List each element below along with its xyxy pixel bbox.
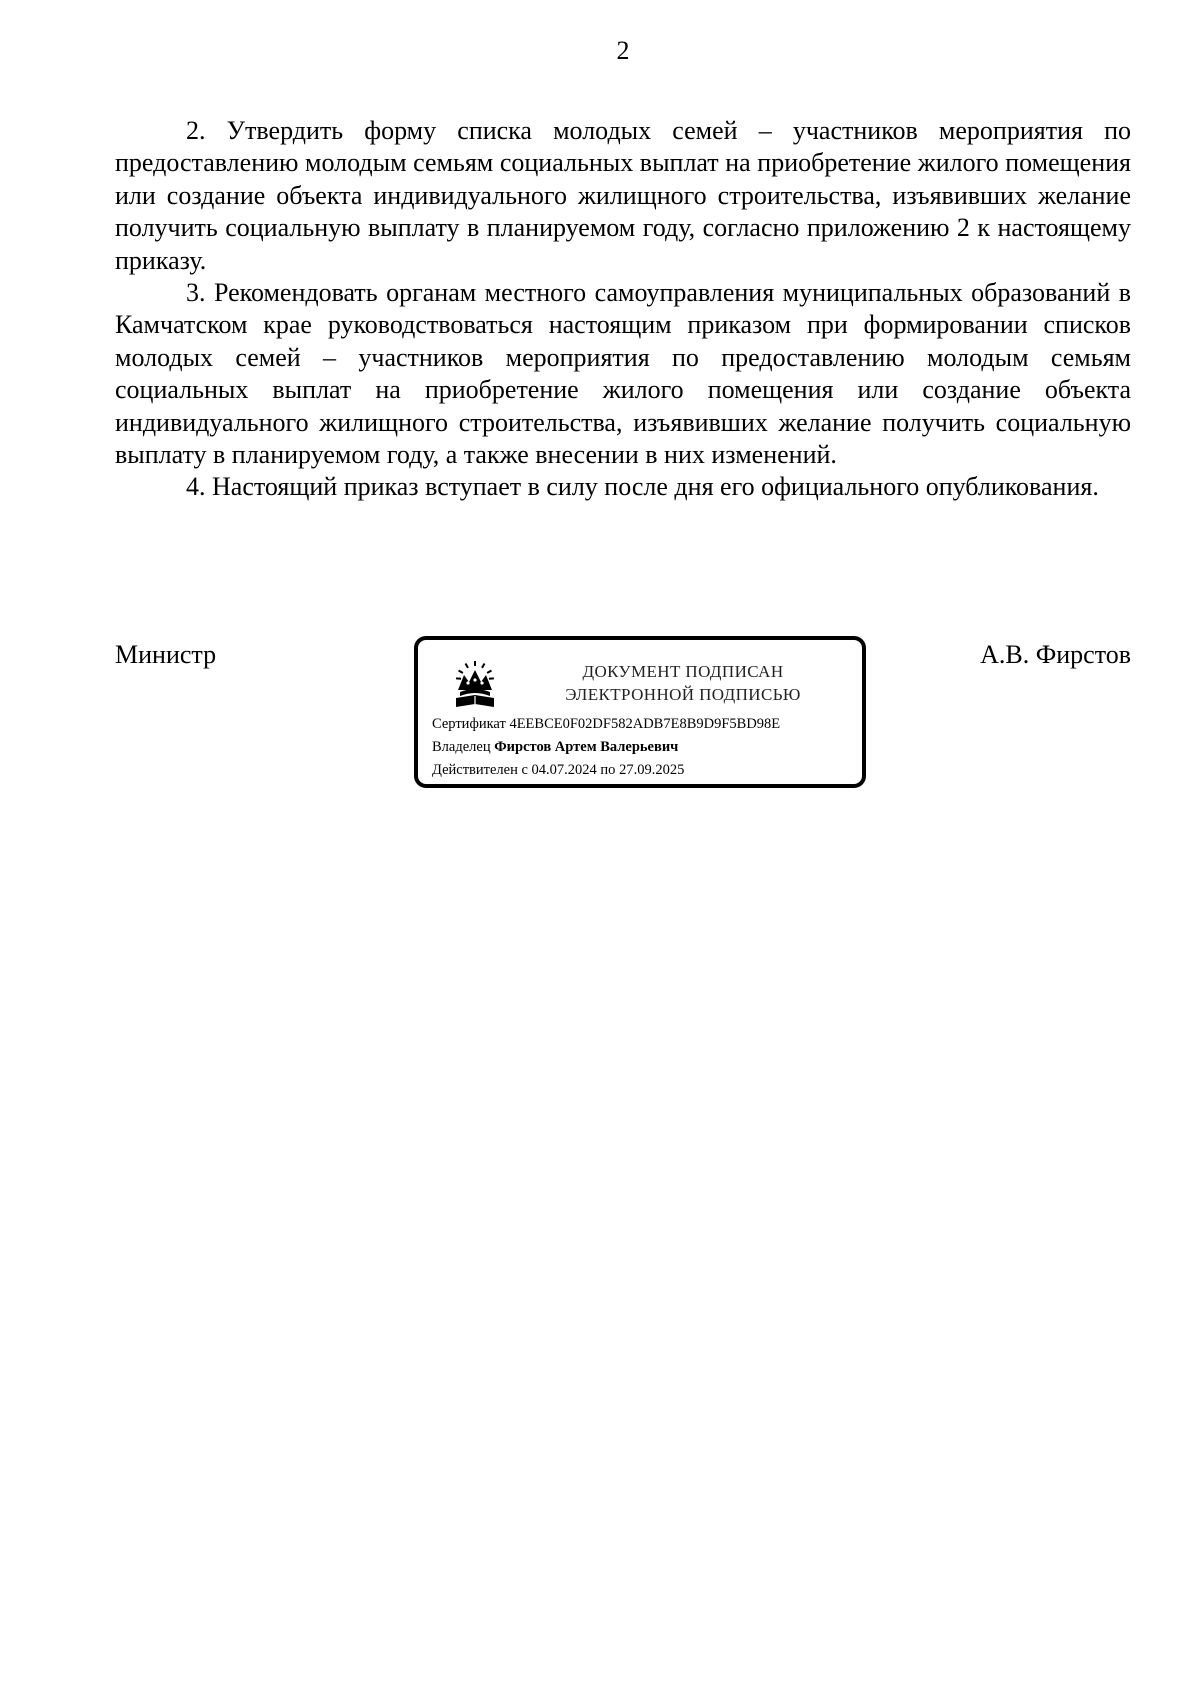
certificate-line [432,715,780,733]
validity-line [432,761,684,779]
paragraph-2: 2. Утвердить форму списка молодых семей – участников мероприятия по предоставлению молодым семьям социальных выплат на приобретение жилого помещения или создание объекта индивидуального жилищного строительства, изъявивших желание получить социальную выплату в планируемом году, согласно приложению 2 к настоящему приказу. [115,116,1131,275]
kamchatka-emblem-icon [450,660,500,710]
document-body [115,115,1131,504]
valid-from-label: Действителен с [432,762,528,778]
valid-from-date: 04.07.2024 [531,762,597,778]
electronic-signature-stamp [414,636,866,788]
signer-name: А.В. Фирстов [980,640,1131,669]
paragraph-4: 4. Настоящий приказ вступает в силу после дня его официального опубликования. [186,472,1099,502]
certificate-value: 4EEBCE0F02DF582ADB7E8B9D9F5BD98E [509,716,781,732]
owner-value: Фирстов Артем Валерьевич [494,739,679,755]
stamp-header-line-2: ЭЛЕКТРОННОЙ ПОДПИСЬЮ [565,685,801,704]
page-number: 2 [616,36,630,65]
certificate-label: Сертификат [432,716,506,732]
owner-line [432,738,678,756]
signer-position: Министр [115,640,217,669]
signature-block [115,640,1131,800]
valid-to-date: 27.09.2025 [619,762,685,778]
paragraph-3: 3. Рекомендовать органам местного самоуправления муниципальных образований в Камчатском крае руководствоваться настоящим приказом при формировании списков молодых семей – участников мероприятия по предоставлению молодым семьям социальных выплат на приобретение жилого помещения или создание объекта индивидуального жилищного строительства, изъявивших желание получить социальную выплату в планируемом году, а также внесении в них изменений. [115,278,1131,470]
stamp-header-line-1: ДОКУМЕНТ ПОДПИСАН [582,662,784,681]
valid-to-label: по [600,762,616,778]
stamp-header [513,660,853,706]
owner-label: Владелец [432,739,491,755]
